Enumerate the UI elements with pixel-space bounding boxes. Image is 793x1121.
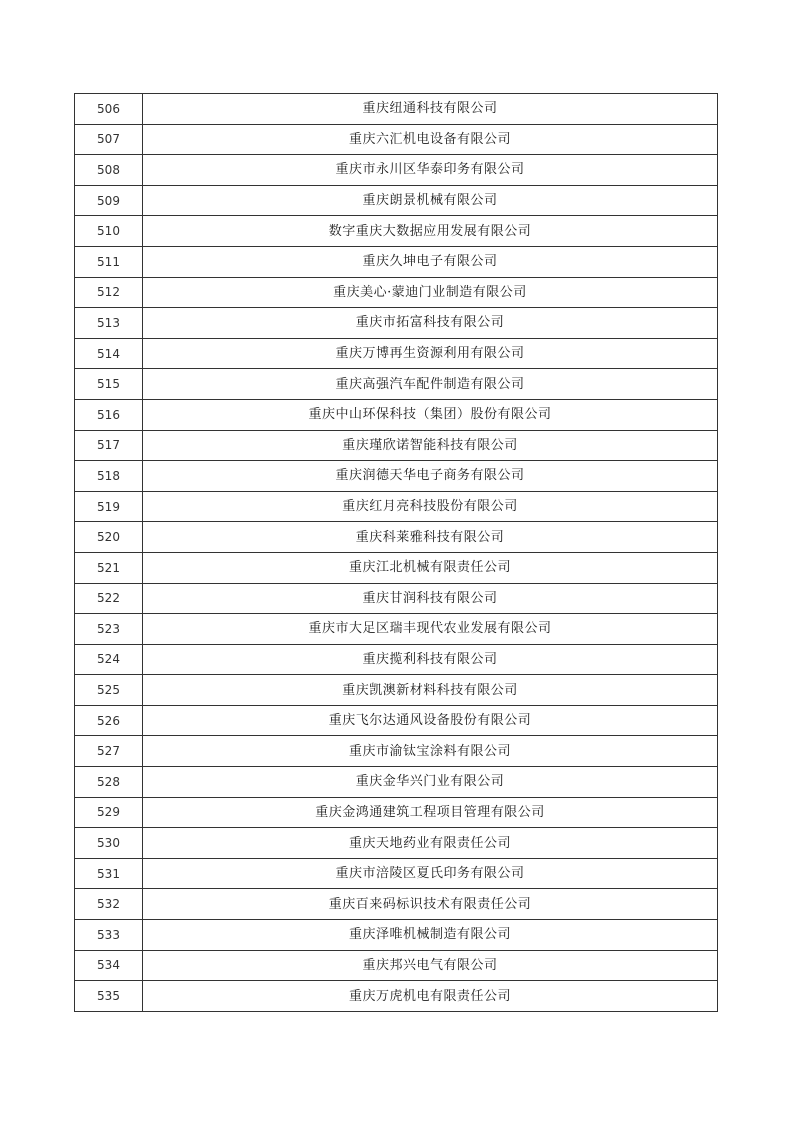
company-name: 重庆红月亮科技股份有限公司 [143,491,718,522]
company-name: 重庆六汇机电设备有限公司 [143,124,718,155]
table-row [75,736,718,767]
company-name: 重庆万博再生资源利用有限公司 [143,338,718,369]
company-name: 重庆市永川区华泰印务有限公司 [143,155,718,186]
row-number: 514 [75,338,143,369]
table-row [75,155,718,186]
table-row [75,705,718,736]
table-row [75,767,718,798]
company-name: 重庆朗景机械有限公司 [143,185,718,216]
company-name: 重庆美心·蒙迪门业制造有限公司 [143,277,718,308]
table-row [75,338,718,369]
row-number: 515 [75,369,143,400]
table-row [75,858,718,889]
company-name: 重庆市渝钛宝涂料有限公司 [143,736,718,767]
table-row [75,430,718,461]
row-number: 512 [75,277,143,308]
row-number: 519 [75,491,143,522]
row-number: 525 [75,675,143,706]
company-name: 重庆市涪陵区夏氏印务有限公司 [143,858,718,889]
company-name: 重庆百来码标识技术有限责任公司 [143,889,718,920]
company-list-table [74,93,718,1012]
row-number: 527 [75,736,143,767]
table-row [75,828,718,859]
row-number: 529 [75,797,143,828]
table-row [75,185,718,216]
row-number: 534 [75,950,143,981]
row-number: 533 [75,920,143,951]
company-name: 重庆凯澳新材料科技有限公司 [143,675,718,706]
row-number: 522 [75,583,143,614]
row-number: 518 [75,461,143,492]
company-name: 重庆高强汽车配件制造有限公司 [143,369,718,400]
company-name: 重庆金鸿通建筑工程项目管理有限公司 [143,797,718,828]
table-row [75,675,718,706]
table-row [75,552,718,583]
company-name: 重庆纽通科技有限公司 [143,94,718,125]
table-row [75,461,718,492]
table-row [75,583,718,614]
row-number: 535 [75,981,143,1012]
table-row [75,920,718,951]
row-number: 532 [75,889,143,920]
table-row [75,246,718,277]
row-number: 531 [75,858,143,889]
company-name: 重庆科莱雅科技有限公司 [143,522,718,553]
company-name: 重庆揽利科技有限公司 [143,644,718,675]
company-name: 数字重庆大数据应用发展有限公司 [143,216,718,247]
company-name: 重庆瑾欣诺智能科技有限公司 [143,430,718,461]
row-number: 506 [75,94,143,125]
row-number: 526 [75,705,143,736]
company-name: 重庆邦兴电气有限公司 [143,950,718,981]
row-number: 508 [75,155,143,186]
row-number: 516 [75,399,143,430]
table-row [75,94,718,125]
row-number: 511 [75,246,143,277]
company-name: 重庆天地药业有限责任公司 [143,828,718,859]
company-name: 重庆金华兴门业有限公司 [143,767,718,798]
company-list-body [75,94,718,1012]
company-name: 重庆泽唯机械制造有限公司 [143,920,718,951]
row-number: 510 [75,216,143,247]
row-number: 517 [75,430,143,461]
company-name: 重庆市大足区瑞丰现代农业发展有限公司 [143,614,718,645]
table-row [75,399,718,430]
table-row [75,644,718,675]
row-number: 521 [75,552,143,583]
row-number: 530 [75,828,143,859]
row-number: 513 [75,308,143,339]
row-number: 509 [75,185,143,216]
company-name: 重庆万虎机电有限责任公司 [143,981,718,1012]
row-number: 507 [75,124,143,155]
table-row [75,889,718,920]
company-name: 重庆江北机械有限责任公司 [143,552,718,583]
table-row [75,216,718,247]
company-name: 重庆市拓富科技有限公司 [143,308,718,339]
row-number: 520 [75,522,143,553]
company-name: 重庆久坤电子有限公司 [143,246,718,277]
table-row [75,797,718,828]
table-row [75,491,718,522]
row-number: 523 [75,614,143,645]
table-row [75,124,718,155]
company-name: 重庆润德天华电子商务有限公司 [143,461,718,492]
table-row [75,369,718,400]
table-row [75,308,718,339]
row-number: 524 [75,644,143,675]
table-row [75,614,718,645]
table-row [75,981,718,1012]
row-number: 528 [75,767,143,798]
table-row [75,950,718,981]
table-row [75,522,718,553]
company-name: 重庆飞尔达通风设备股份有限公司 [143,705,718,736]
company-name: 重庆甘润科技有限公司 [143,583,718,614]
company-name: 重庆中山环保科技（集团）股份有限公司 [143,399,718,430]
table-row [75,277,718,308]
